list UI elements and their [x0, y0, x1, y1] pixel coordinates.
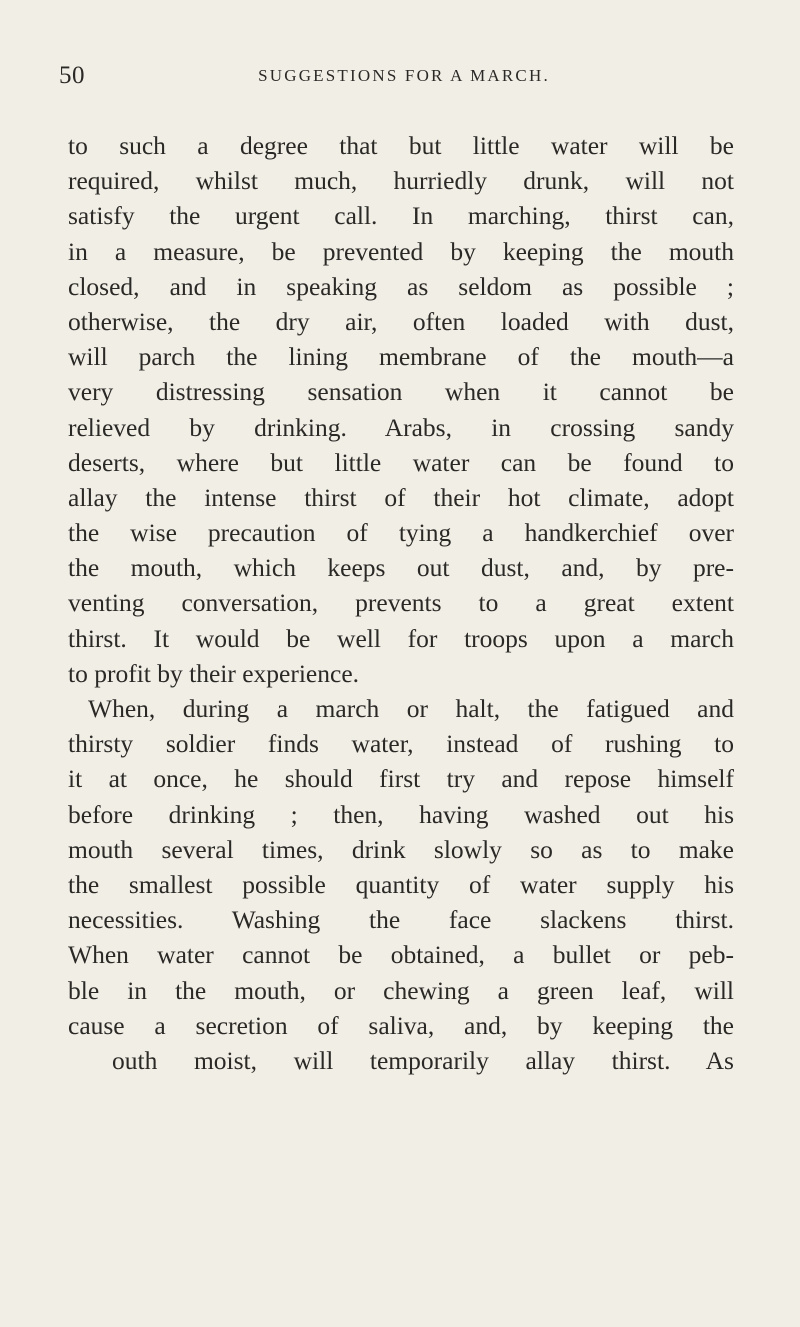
text-line: deserts, where but little water can be found to — [68, 447, 734, 477]
text-line: in a measure, be prevented by keeping the mouth — [68, 236, 734, 266]
text-line: closed, and in speaking as seldom as possible ; — [68, 271, 734, 301]
text-line: venting conversation, prevents to a great extent — [68, 588, 734, 618]
text-line: thirst. It would be well for troops upon a march — [68, 623, 734, 653]
text-line: it at once, he should first try and repose himself — [68, 764, 734, 794]
text-line: to profit by their experience. — [68, 658, 360, 688]
text-line: cause a secretion of saliva, and, by keeping the — [68, 1010, 734, 1040]
text-line: mouth several times, drink slowly so as to make — [68, 834, 734, 864]
text-line: outh moist, will temporarily allay thirst. As — [112, 1045, 734, 1075]
text-line: ble in the mouth, or chewing a green leaf, will — [68, 975, 734, 1005]
text-line: the wise precaution of tying a handkerchief over — [68, 518, 734, 548]
text-line: before drinking ; then, having washed out his — [68, 799, 734, 829]
body-text — [68, 128, 734, 1078]
text-line: to such a degree that but little water will be — [68, 131, 734, 160]
text-line: the mouth, which keeps out dust, and, by pre- — [68, 553, 734, 583]
text-line: very distressing sensation when it cannot be — [68, 377, 734, 407]
page-number: 50 — [59, 62, 85, 89]
text-line: the smallest possible quantity of water supply his — [68, 869, 734, 899]
text-line: relieved by drinking. Arabs, in crossing sandy — [68, 412, 734, 442]
text-line: When water cannot be obtained, a bullet or peb- — [68, 940, 734, 970]
text-line: necessities. Washing the face slackens thirst. — [68, 905, 734, 935]
text-line: satisfy the urgent call. In marching, thirst can, — [68, 201, 734, 231]
text-line: thirsty soldier finds water, instead of rushing to — [68, 729, 734, 759]
text-line: When, during a march or halt, the fatigued and — [88, 694, 734, 723]
text-line: will parch the lining membrane of the mouth—a — [68, 342, 734, 372]
text-line: required, whilst much, hurriedly drunk, will not — [68, 166, 734, 196]
running-head: SUGGESTIONS FOR A MARCH. — [258, 66, 550, 85]
text-line: allay the intense thirst of their hot climate, adopt — [68, 482, 734, 512]
text-line: otherwise, the dry air, often loaded with dust, — [68, 306, 734, 336]
page-header — [59, 62, 749, 92]
